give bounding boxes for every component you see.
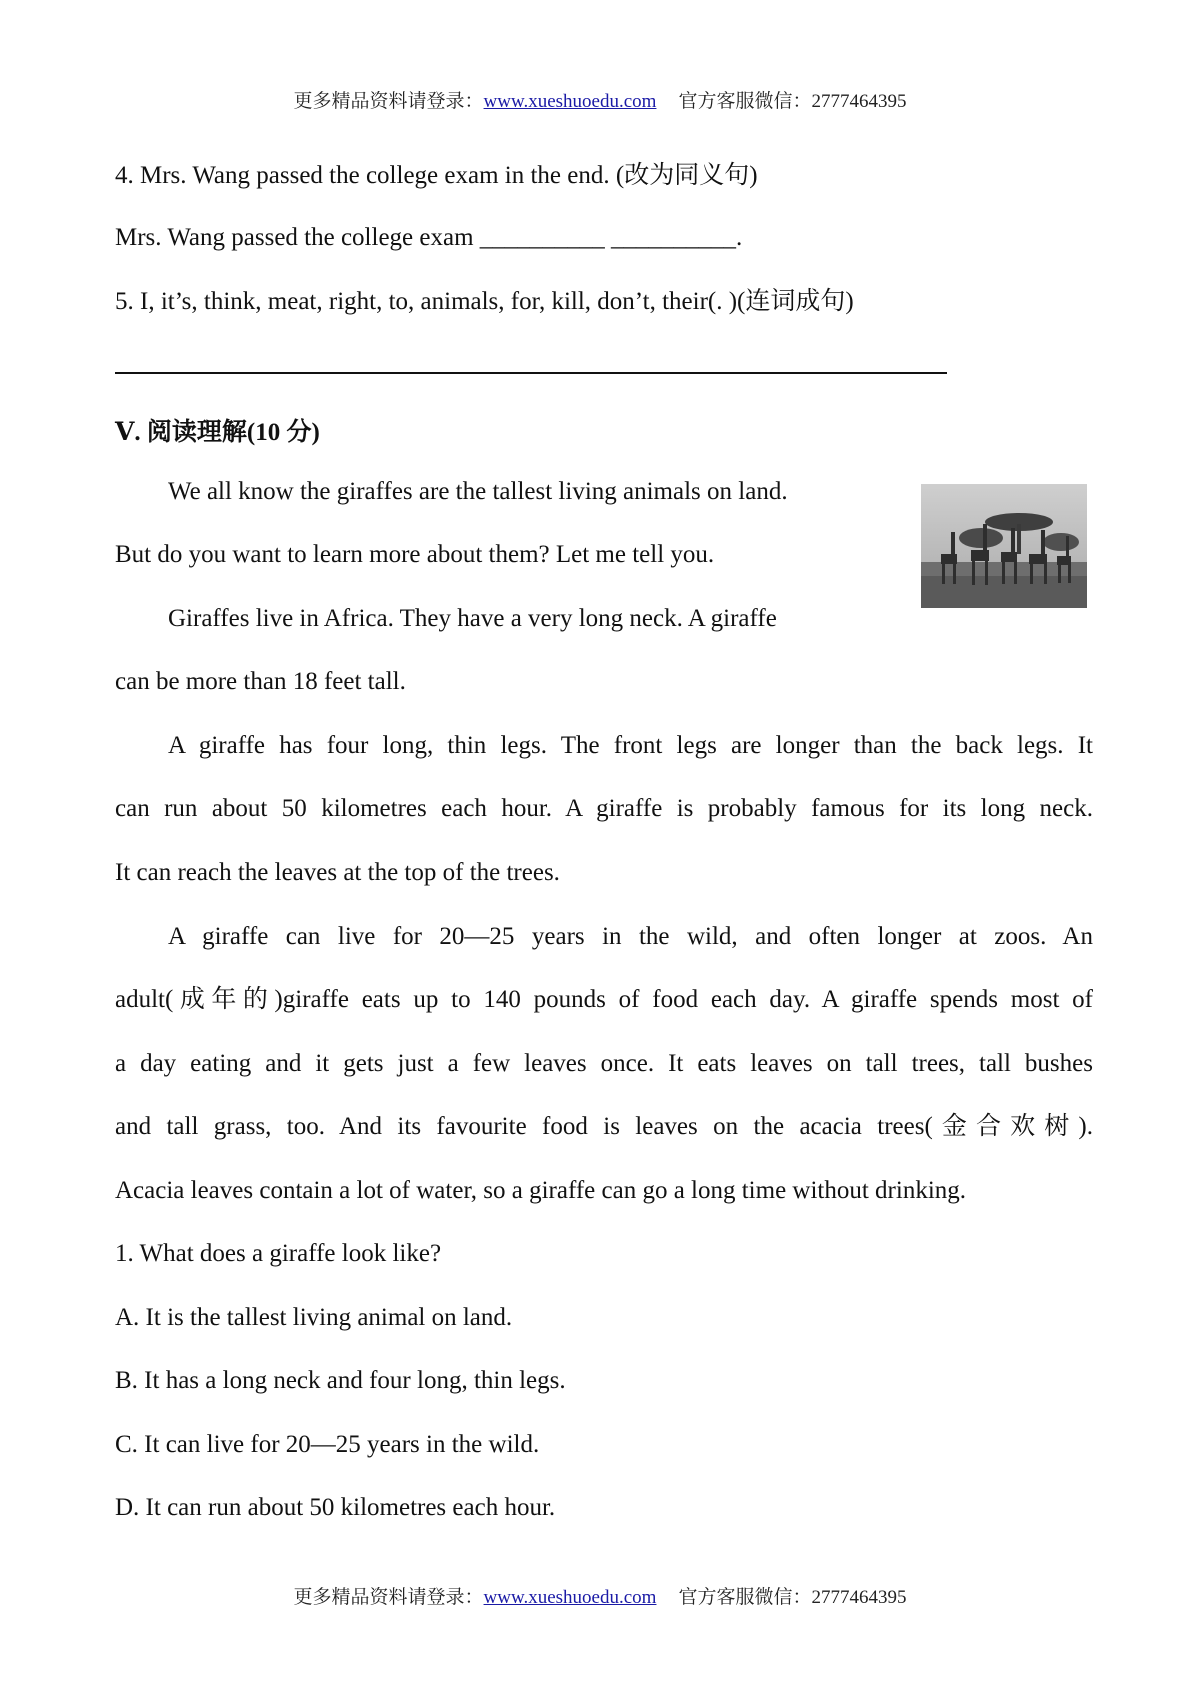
question-1-option-c: C. It can live for 20—25 years in the wild. bbox=[115, 1431, 540, 1458]
question-5: 5. I, it’s, think, meat, right, to, animals, for, kill, don’t, their(. )(连词成句) bbox=[115, 288, 854, 315]
passage-line: A giraffe can live for 20—25 years in the wild, and often longer at zoos. An bbox=[168, 923, 1093, 950]
passage-line: adult(成年的)giraffe eats up to 140 pounds of food each day. A giraffe spends most of bbox=[115, 986, 1093, 1013]
passage-line: A giraffe has four long, thin legs. The front legs are longer than the back legs. It bbox=[168, 732, 1093, 759]
question-1-option-b: B. It has a long neck and four long, thin legs. bbox=[115, 1367, 566, 1394]
passage-line: It can reach the leaves at the top of the trees. bbox=[115, 859, 560, 886]
section-title: Ⅴ. 阅读理解(10 分) bbox=[115, 419, 320, 446]
question-1-option-d: D. It can run about 50 kilometres each hour. bbox=[115, 1494, 556, 1521]
footer-service: 官方客服微信：2777464395 bbox=[678, 1587, 907, 1608]
passage-line: But do you want to learn more about them? Let me tell you. bbox=[115, 541, 715, 568]
footer-prefix: 更多精品资料请登录： bbox=[293, 1587, 484, 1608]
passage-line: Acacia leaves contain a lot of water, so a giraffe can go a long time without drinking. bbox=[115, 1177, 967, 1204]
passage-line: can run about 50 kilometres each hour. A giraffe is probably famous for its long neck. bbox=[115, 795, 1093, 822]
header-website-link[interactable]: www.xueshuoedu.com bbox=[483, 91, 657, 112]
page-footer bbox=[0, 1582, 1200, 1609]
question-1-option-a: A. It is the tallest living animal on land. bbox=[115, 1304, 513, 1331]
question-4: 4. Mrs. Wang passed the college exam in the end. (改为同义句) bbox=[115, 162, 758, 189]
passage-line: Giraffes live in Africa. They have a very long neck. A giraffe bbox=[168, 605, 777, 632]
question-1-stem: 1. What does a giraffe look like? bbox=[115, 1240, 442, 1267]
passage-line: a day eating and it gets just a few leaves once. It eats leaves on tall trees, tall bushes bbox=[115, 1050, 1093, 1077]
giraffe-photo bbox=[921, 484, 1087, 608]
header-prefix: 更多精品资料请登录： bbox=[293, 91, 484, 112]
answer-blank-line bbox=[115, 372, 947, 374]
passage-line: can be more than 18 feet tall. bbox=[115, 668, 406, 695]
passage-line: We all know the giraffes are the tallest living animals on land. bbox=[168, 478, 788, 505]
question-4-answer-line: Mrs. Wang passed the college exam __________ __________. bbox=[115, 224, 743, 251]
header-service: 官方客服微信：2777464395 bbox=[678, 91, 907, 112]
passage-line: and tall grass, too. And its favourite food is leaves on the acacia trees(金合欢树). bbox=[115, 1113, 1093, 1140]
footer-website-link[interactable]: www.xueshuoedu.com bbox=[483, 1587, 657, 1608]
page-header bbox=[0, 86, 1200, 113]
